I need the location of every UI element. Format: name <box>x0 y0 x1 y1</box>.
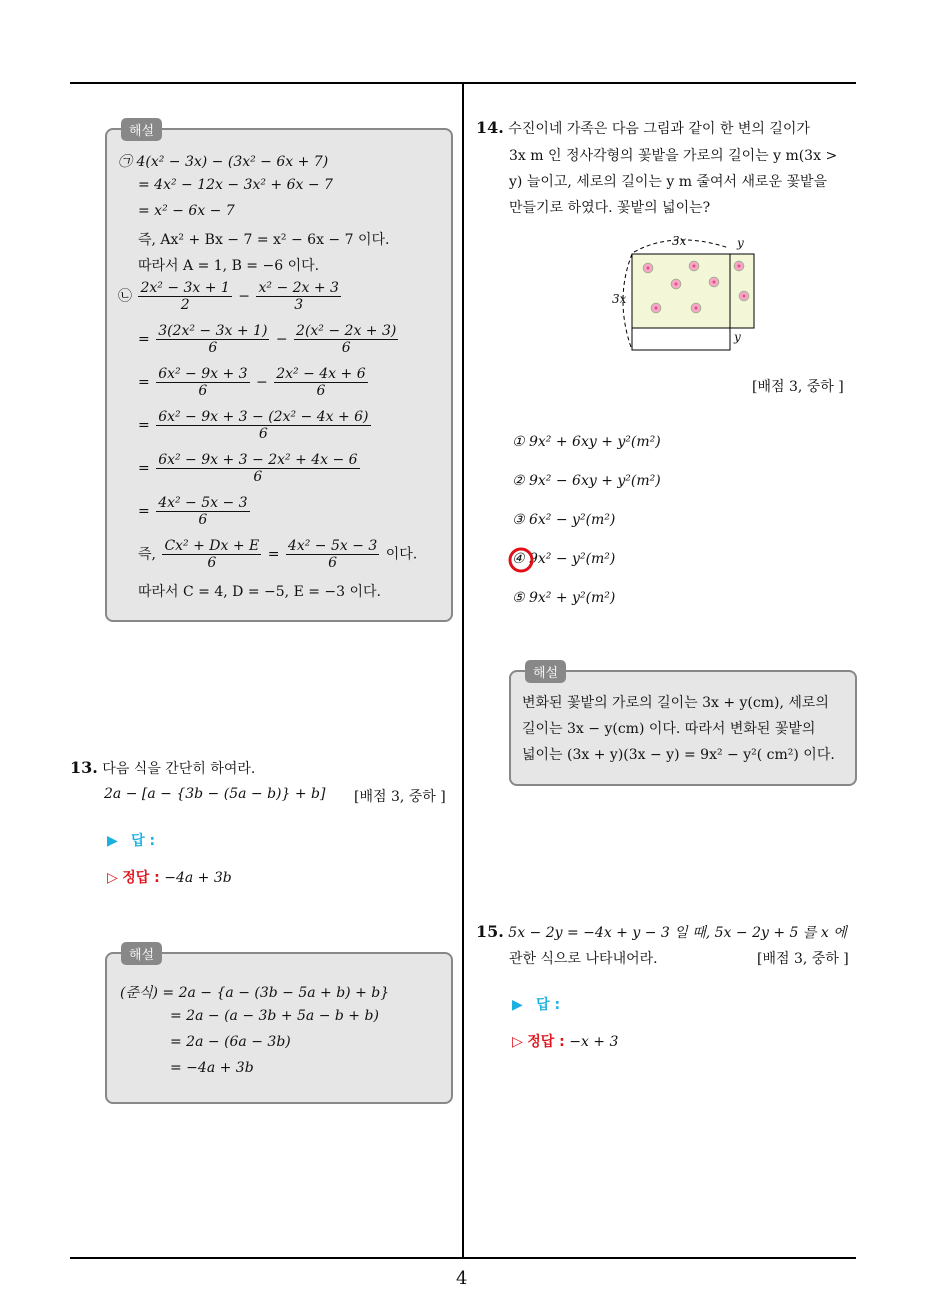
correct-label: 정답 : <box>527 1034 565 1050</box>
question-text: 다음 식을 간단히 하여라. <box>102 761 256 777</box>
answer-label: 답 : <box>131 833 156 849</box>
q13-correct-row <box>107 867 232 887</box>
sol12-line-4: 즉, Ax² + Bx − 7 = x² − 6x − 7 이다. <box>138 232 390 248</box>
question-number: 14. <box>476 118 504 137</box>
question-15 <box>476 922 847 942</box>
fraction: $\frac{\text{2(x² − 2x + 3)}}{6}$ <box>296 323 397 356</box>
fraction: $\frac{\text{Cx² + Dx + E}}{6}$ <box>164 538 260 571</box>
fraction: $\frac{\text{6x² − 9x + 3}}{6}$ <box>158 366 248 399</box>
correct-value: −x + 3 <box>569 1034 619 1050</box>
removed-strip <box>632 328 730 350</box>
question-number: 15. <box>476 922 504 941</box>
q14-text-line-4: 만들기로 하였다. 꽃밭의 넓이는? <box>509 200 711 216</box>
page-number: 4 <box>456 1268 468 1289</box>
sol12-frac-row-1: ㉡ $\frac{\text{2x² − 3x + 1}}{2}$ − $\frac{\text{x² − 2x + 3}}{3}$ <box>118 280 339 313</box>
column-divider <box>462 84 464 1259</box>
choice-1[interactable]: ① 9x² + 6xy + y²(m²) <box>512 434 661 450</box>
fraction: $\frac{\text{4x² − 5x − 3}}{6}$ <box>158 495 248 528</box>
fraction: $\frac{\text{3(2x² − 3x + 1)}}{6}$ <box>158 323 268 356</box>
sol12-frac-row-2: = $\frac{\text{3(2x² − 3x + 1)}}{6}$ − $\frac{\text{2(x² − 2x + 3)}}{6}$ <box>138 323 397 356</box>
fraction: $\frac{\text{6x² − 9x + 3 − 2x² + 4x − 6}}{6}$ <box>158 452 358 485</box>
fraction: $\frac{\text{2x² − 4x + 6}}{6}$ <box>276 366 366 399</box>
sol13-line-1: (준식) = 2a − {a − (3b − 5a + b) + b} <box>120 985 390 1001</box>
sol12-line-5: 따라서 A = 1, B = −6 이다. <box>138 258 320 274</box>
figure-label-left: 3x <box>612 292 627 306</box>
sol13-line-2: = 2a − (a − 3b + 5a − b + b) <box>170 1008 379 1024</box>
solution-box-13 <box>105 952 453 1104</box>
q14-text-line-3: y) 늘이고, 세로의 길이는 y m 줄여서 새로운 꽃밭을 <box>509 174 828 190</box>
q13-score: [배점 3, 중하 ] <box>354 789 446 805</box>
q15-answer-row[interactable] <box>512 994 560 1014</box>
garden-figure <box>604 230 774 360</box>
q14-score: [배점 3, 중하 ] <box>752 379 844 395</box>
outline-arrow-icon: ▷ <box>107 870 118 886</box>
sol12-line-2: = 4x² − 12x − 3x² + 6x − 7 <box>138 177 333 193</box>
choice-5[interactable]: ⑤ 9x² + y²(m²) <box>512 590 616 606</box>
question-number: 13. <box>70 758 98 777</box>
sol14-line-1: 변화된 꽃밭의 가로의 길이는 3x + y(cm), 세로의 <box>522 695 829 711</box>
q15-correct-row <box>512 1031 618 1051</box>
fraction: $\frac{\text{4x² − 5x − 3}}{6}$ <box>287 538 378 571</box>
choice-2[interactable]: ② 9x² − 6xy + y²(m²) <box>512 473 661 489</box>
sol12-frac-row-4: = $\frac{\text{6x² − 9x + 3 − (2x² − 4x + 6)}}{6}$ <box>138 409 369 442</box>
sol12-line-1: ㉠ 4(x² − 3x) − (3x² − 6x + 7) <box>118 154 329 170</box>
sol12-final: 따라서 C = 4, D = −5, E = −3 이다. <box>138 584 382 600</box>
sol12-frac-row-3: = $\frac{\text{6x² − 9x + 3}}{6}$ − $\frac{\text{2x² − 4x + 6}}{6}$ <box>138 366 366 399</box>
answer-label: 답 : <box>536 997 561 1013</box>
sol12-frac-row-6: = $\frac{\text{4x² − 5x − 3}}{6}$ <box>138 495 248 528</box>
solution-tag-14: 해설 <box>525 660 566 683</box>
question-text-line-1: 5x − 2y = −4x + y − 3 일 때, 5x − 2y + 5 를 x 에 <box>508 925 847 941</box>
outline-arrow-icon: ▷ <box>512 1034 523 1050</box>
sol12-frac-row-5: = $\frac{\text{6x² − 9x + 3 − 2x² + 4x − 6}}{6}$ <box>138 452 358 485</box>
correct-value: −4a + 3b <box>164 870 232 886</box>
figure-label-top-right: y <box>737 236 744 250</box>
sol14-line-3: 넓이는 (3x + y)(3x − y) = 9x² − y²( cm²) 이다. <box>522 747 835 763</box>
correct-label: 정답 : <box>122 870 160 886</box>
question-text-line-1: 수진이네 가족은 다음 그림과 같이 한 변의 길이가 <box>508 121 810 137</box>
fraction: $\frac{\text{2x² − 3x + 1}}{2}$ <box>140 280 230 313</box>
q15-score: [배점 3, 중하 ] <box>757 951 849 967</box>
q14-text-line-2: 3x m 인 정사각형의 꽃밭을 가로의 길이는 y m(3x > <box>509 148 838 164</box>
q13-answer-row[interactable] <box>107 830 155 850</box>
sol12-conclusion: 즉, $\frac{\text{Cx² + Dx + E}}{6}$ = $\frac{\text{4x² − 5x − 3}}{6}$ 이다. <box>138 538 418 571</box>
sol14-line-2: 길이는 3x − y(cm) 이다. 따라서 변화된 꽃밭의 <box>522 721 816 737</box>
sol12-line-3: = x² − 6x − 7 <box>138 203 235 219</box>
fraction: $\frac{\text{x² − 2x + 3}}{3}$ <box>258 280 339 313</box>
q13-expression: 2a − [a − {3b − (5a − b)} + b] <box>104 786 326 802</box>
question-13 <box>70 758 255 778</box>
solution-tag-12: 해설 <box>121 118 162 141</box>
choice-3[interactable]: ③ 6x² − y²(m²) <box>512 512 616 528</box>
part2-marker: ㉡ <box>118 288 132 305</box>
sol13-line-3: = 2a − (6a − 3b) <box>170 1034 291 1050</box>
solution-tag-13: 해설 <box>121 942 162 965</box>
figure-label-bottom-right: y <box>734 330 741 344</box>
bottom-rule <box>70 1257 856 1259</box>
play-arrow-icon: ▶ <box>107 833 118 849</box>
choice-4[interactable]: ④ 9x² − y²(m²) <box>512 551 616 567</box>
selected-circle-icon <box>506 545 536 575</box>
question-14 <box>476 118 810 138</box>
play-arrow-icon: ▶ <box>512 997 523 1013</box>
fraction: $\frac{\text{6x² − 9x + 3 − (2x² − 4x + 6)}}{6}$ <box>158 409 369 442</box>
sol13-line-4: = −4a + 3b <box>170 1060 254 1076</box>
figure-label-top: 3x <box>672 234 687 248</box>
q15-text-line-2: 관한 식으로 나타내어라. <box>509 951 658 967</box>
